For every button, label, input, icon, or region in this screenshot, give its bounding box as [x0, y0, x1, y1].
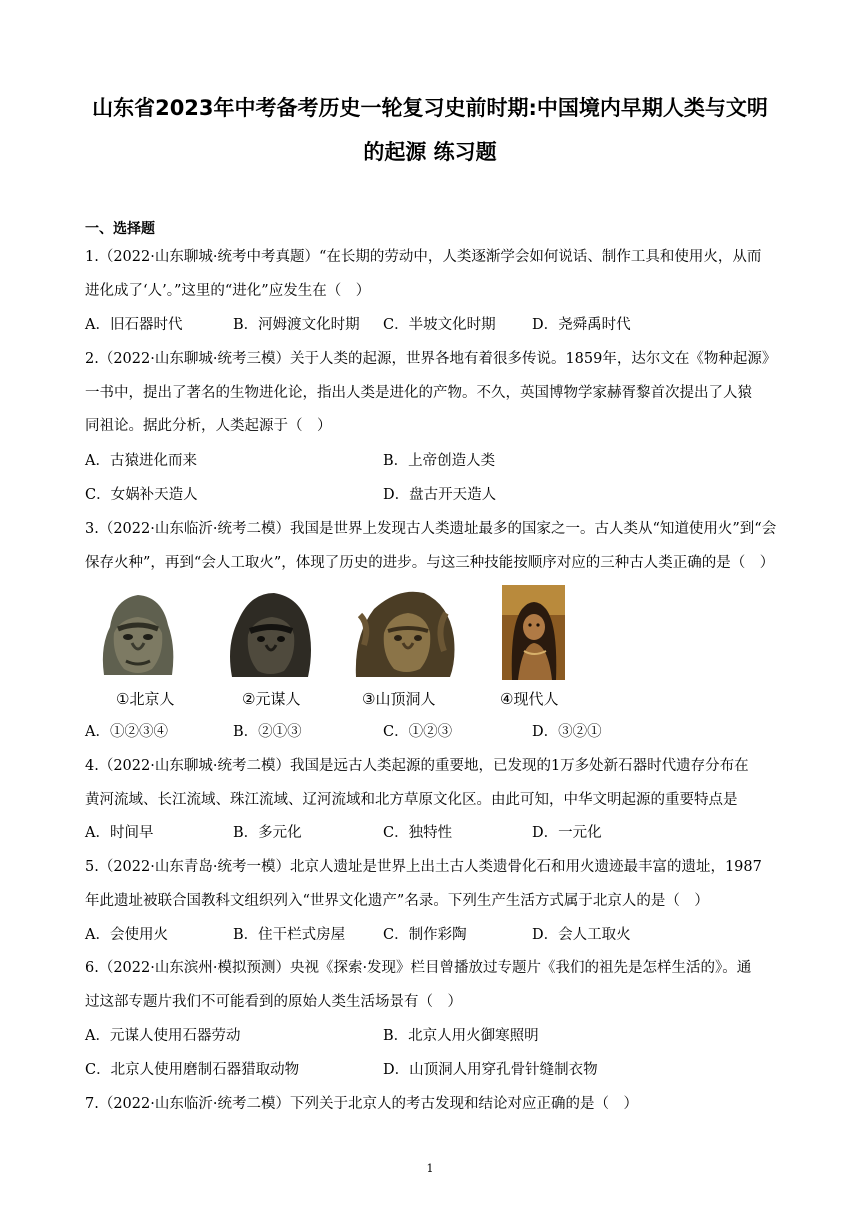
question-6-option-a: A．元谋人使用石器劳动	[85, 1028, 241, 1044]
question-2-line-3: 同祖论。据此分析，人类起源于（ ）	[85, 418, 332, 434]
question-2-option-d: D．盘古开天造人	[383, 487, 497, 503]
question-4-option-d: D．一元化	[532, 825, 602, 841]
question-4-option-a: A．时间早	[85, 825, 154, 841]
question-3-line-1: 3.（2022·山东临沂·统考二模）我国是世界上发现古人类遗址最多的国家之一。古人类从“知道使用火”到“会	[85, 521, 777, 537]
question-6-line-2: 过这部专题片我们不可能看到的原始人类生活场景有（ ）	[85, 994, 462, 1010]
question-5-line-2: 年此遗址被联合国教科文组织列入“世界文化遗产”名录。下列生产生活方式属于北京人的是（ ）	[85, 893, 709, 909]
question-2-option-b: B．上帝创造人类	[383, 453, 496, 469]
question-5-option-d: D．会人工取火	[532, 927, 631, 943]
caption-upper-cave-man: ③山顶洞人	[362, 690, 436, 708]
question-3-option-a: A．①②③④	[85, 724, 168, 740]
question-1-option-d: D．尧舜禹时代	[532, 317, 631, 333]
question-7-line-1: 7.（2022·山东临沂·统考二模）下列关于北京人的考古发现和结论对应正确的是（ ）	[85, 1096, 638, 1112]
modern-human-image	[502, 585, 565, 680]
question-1-line-2: 进化成了‘人’。”这里的“进化”应发生在（ ）	[85, 283, 371, 299]
question-2-option-a: A．古猿进化而来	[85, 453, 197, 469]
page-number: 1	[426, 1162, 434, 1175]
question-5-option-a: A．会使用火	[85, 927, 168, 943]
question-2-line-1: 2.（2022·山东聊城·统考三模）关于人类的起源，世界各地有着很多传说。1859年，达尔文在《物种起源》	[85, 351, 777, 367]
question-2-option-c: C．女娲补天造人	[85, 487, 198, 503]
question-3-option-d: D．③②①	[532, 724, 602, 740]
document-title-line-1: 山东省2023年中考备考历史一轮复习史前时期:中国境内早期人类与文明	[92, 96, 768, 120]
question-1-option-b: B．河姆渡文化时期	[233, 317, 360, 333]
document-title-line-2: 的起源 练习题	[363, 140, 497, 164]
question-4-option-b: B．多元化	[233, 825, 302, 841]
upper-cave-man-image	[350, 585, 460, 680]
peking-man-image	[90, 585, 185, 680]
question-1-option-a: A．旧石器时代	[85, 317, 183, 333]
question-6-option-d: D．山顶洞人用穿孔骨针缝制衣物	[383, 1062, 598, 1078]
question-5-option-c: C．制作彩陶	[383, 927, 467, 943]
caption-modern-human: ④现代人	[500, 690, 559, 708]
section-heading: 一、选择题	[85, 221, 155, 237]
question-5-option-b: B．住干栏式房屋	[233, 927, 346, 943]
question-6-line-1: 6.（2022·山东滨州·模拟预测）央视《探索·发现》栏目曾播放过专题片《我们的祖先是怎样生活的》。通	[85, 960, 752, 976]
caption-yuanmou-man: ②元谋人	[242, 690, 301, 708]
question-4-line-2: 黄河流域、长江流域、珠江流域、辽河流域和北方草原文化区。由此可知，中华文明起源的重要特点是	[85, 792, 738, 808]
question-2-line-2: 一书中，提出了著名的生物进化论，指出人类是进化的产物。不久，英国博物学家赫胥黎首次提出了人猿	[85, 385, 752, 401]
question-6-option-c: C．北京人使用磨制石器猎取动物	[85, 1062, 300, 1078]
yuanmou-man-image	[220, 585, 320, 680]
question-3-option-c: C．①②③	[383, 724, 453, 740]
question-4-option-c: C．独特性	[383, 825, 453, 841]
question-3-option-b: B．②①③	[233, 724, 302, 740]
question-1-line-1: 1.（2022·山东聊城·统考中考真题）“在长期的劳动中，人类逐渐学会如何说话、制作工具和使用火，从而	[85, 249, 762, 265]
question-5-line-1: 5.（2022·山东青岛·统考一模）北京人遗址是世界上出土古人类遗骨化石和用火遗迹最丰富的遗址，1987	[85, 859, 762, 875]
question-6-option-b: B．北京人用火御寒照明	[383, 1028, 539, 1044]
question-4-line-1: 4.（2022·山东聊城·统考二模）我国是远古人类起源的重要地，已发现的1万多处新石器时代遗存分布在	[85, 758, 749, 774]
caption-peking-man: ①北京人	[116, 690, 175, 708]
question-3-line-2: 保存火种”，再到“会人工取火”，体现了历史的进步。与这三种技能按顺序对应的三种古人类正确的是（ ）	[85, 555, 775, 571]
question-1-option-c: C．半坡文化时期	[383, 317, 496, 333]
